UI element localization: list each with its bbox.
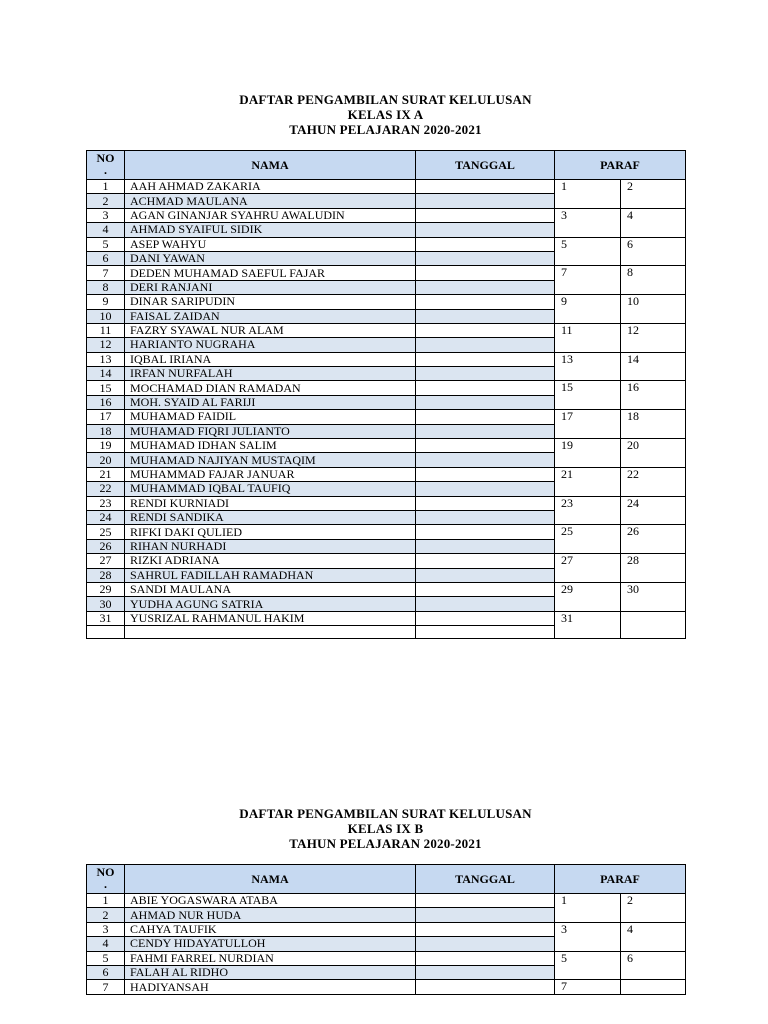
section-titles	[86, 92, 685, 137]
paraf-odd-cell: 17	[555, 410, 621, 439]
tanggal-cell	[416, 980, 555, 994]
tanggal-cell	[416, 908, 555, 922]
roster-section-ix-b	[86, 806, 685, 995]
tanggal-cell	[416, 223, 555, 237]
student-name: FAHMI FARREL NURDIAN	[125, 951, 416, 965]
row-number: 2	[87, 908, 125, 922]
paraf-even-cell: 4	[621, 922, 686, 951]
row-number: 1	[87, 180, 125, 194]
table-row	[87, 894, 686, 908]
paraf-odd-cell: 9	[555, 295, 621, 324]
section-titles	[86, 806, 685, 851]
table-row	[87, 180, 686, 194]
tanggal-cell	[416, 266, 555, 280]
paraf-odd-cell: 27	[555, 554, 621, 583]
table-row	[87, 582, 686, 596]
tanggal-cell	[416, 453, 555, 467]
table-row	[87, 381, 686, 395]
row-number: 9	[87, 295, 125, 309]
student-name: MUHAMAD FAIDIL	[125, 410, 416, 424]
student-name: CAHYA TAUFIK	[125, 922, 416, 936]
row-number: 20	[87, 453, 125, 467]
row-number: 31	[87, 611, 125, 625]
paraf-even-cell: 8	[621, 266, 686, 295]
row-number: 28	[87, 568, 125, 582]
row-number: 13	[87, 352, 125, 366]
student-name: MUHAMMAD FAJAR JANUAR	[125, 467, 416, 481]
paraf-even-cell: 18	[621, 410, 686, 439]
tanggal-cell	[416, 439, 555, 453]
header-tanggal: TANGGAL	[416, 151, 555, 180]
paraf-odd-cell: 25	[555, 525, 621, 554]
paraf-even-cell: 6	[621, 951, 686, 980]
student-name: MUHAMMAD IQBAL TAUFIQ	[125, 482, 416, 496]
tanggal-cell	[416, 295, 555, 309]
tanggal-cell	[416, 525, 555, 539]
header-tanggal: TANGGAL	[416, 865, 555, 894]
row-number: 19	[87, 439, 125, 453]
row-number: 27	[87, 554, 125, 568]
paraf-odd-cell: 23	[555, 496, 621, 525]
student-name: ASEP WAHYU	[125, 237, 416, 251]
document-title: DAFTAR PENGAMBILAN SURAT KELULUSAN	[239, 92, 532, 107]
class-title: KELAS IX A	[347, 107, 424, 122]
table-row	[87, 352, 686, 366]
header-no: NO .	[87, 865, 125, 894]
paraf-even-cell	[621, 980, 686, 994]
tanggal-cell	[416, 424, 555, 438]
student-name: IQBAL IRIANA	[125, 352, 416, 366]
header-nama: NAMA	[125, 151, 416, 180]
student-name: FAZRY SYAWAL NUR ALAM	[125, 323, 416, 337]
row-number: 6	[87, 251, 125, 265]
row-number	[87, 626, 125, 639]
paraf-odd-cell: 7	[555, 980, 621, 994]
tanggal-cell	[416, 922, 555, 936]
tanggal-cell	[416, 338, 555, 352]
school-year-title: TAHUN PELAJARAN 2020-2021	[289, 836, 482, 851]
header-paraf: PARAF	[555, 151, 686, 180]
row-number: 17	[87, 410, 125, 424]
tanggal-cell	[416, 539, 555, 553]
student-name: MUHAMAD FIQRI JULIANTO	[125, 424, 416, 438]
tanggal-cell	[416, 554, 555, 568]
table-row	[87, 208, 686, 222]
student-name: RENDI KURNIADI	[125, 496, 416, 510]
student-name: RIZKI ADRIANA	[125, 554, 416, 568]
roster-table	[86, 864, 686, 995]
row-number: 10	[87, 309, 125, 323]
student-name: IRFAN NURFALAH	[125, 367, 416, 381]
paraf-even-cell: 22	[621, 467, 686, 496]
row-number: 11	[87, 323, 125, 337]
table-row	[87, 295, 686, 309]
tanggal-cell	[416, 951, 555, 965]
paraf-odd-cell: 15	[555, 381, 621, 410]
row-number: 21	[87, 467, 125, 481]
paraf-even-cell: 30	[621, 582, 686, 611]
row-number: 23	[87, 496, 125, 510]
tanggal-cell	[416, 482, 555, 496]
paraf-even-cell: 2	[621, 180, 686, 209]
tanggal-cell	[416, 894, 555, 908]
tanggal-cell	[416, 965, 555, 979]
paraf-odd-cell: 11	[555, 323, 621, 352]
student-name: FAISAL ZAIDAN	[125, 309, 416, 323]
row-number: 5	[87, 951, 125, 965]
header-paraf: PARAF	[555, 865, 686, 894]
tanggal-cell	[416, 280, 555, 294]
paraf-even-cell	[621, 611, 686, 638]
row-number: 1	[87, 894, 125, 908]
header-no: NO .	[87, 151, 125, 180]
paraf-odd-cell: 1	[555, 180, 621, 209]
tanggal-cell	[416, 597, 555, 611]
tanggal-cell	[416, 352, 555, 366]
roster-body	[87, 865, 686, 995]
row-number: 24	[87, 510, 125, 524]
table-header-row	[87, 865, 686, 894]
row-number: 2	[87, 194, 125, 208]
header-nama: NAMA	[125, 865, 416, 894]
tanggal-cell	[416, 309, 555, 323]
student-name: MOH. SYAID AL FARIJI	[125, 395, 416, 409]
row-number: 12	[87, 338, 125, 352]
row-number: 4	[87, 223, 125, 237]
student-name: DERI RANJANI	[125, 280, 416, 294]
tanggal-cell	[416, 611, 555, 625]
table-row	[87, 467, 686, 481]
class-title: KELAS IX B	[347, 821, 424, 836]
student-name: FALAH AL RIDHO	[125, 965, 416, 979]
row-number: 7	[87, 266, 125, 280]
table-row	[87, 980, 686, 994]
table-row	[87, 323, 686, 337]
tanggal-cell	[416, 367, 555, 381]
student-name: YUDHA AGUNG SATRIA	[125, 597, 416, 611]
paraf-odd-cell: 3	[555, 208, 621, 237]
paraf-even-cell: 16	[621, 381, 686, 410]
tanggal-cell	[416, 410, 555, 424]
student-name: DEDEN MUHAMAD SAEFUL FAJAR	[125, 266, 416, 280]
tanggal-cell	[416, 194, 555, 208]
row-number: 26	[87, 539, 125, 553]
student-name: YUSRIZAL RAHMANUL HAKIM	[125, 611, 416, 625]
tanggal-cell	[416, 626, 555, 639]
paraf-even-cell: 2	[621, 894, 686, 923]
tanggal-cell	[416, 467, 555, 481]
paraf-even-cell: 10	[621, 295, 686, 324]
table-row	[87, 237, 686, 251]
row-number: 3	[87, 208, 125, 222]
table-row	[87, 266, 686, 280]
student-name: RIFKI DAKI QULIED	[125, 525, 416, 539]
student-name: AAH AHMAD ZAKARIA	[125, 180, 416, 194]
table-header-row	[87, 151, 686, 180]
paraf-odd-cell: 5	[555, 237, 621, 266]
paraf-odd-cell: 21	[555, 467, 621, 496]
student-name: ACHMAD MAULANA	[125, 194, 416, 208]
row-number: 14	[87, 367, 125, 381]
paraf-odd-cell: 31	[555, 611, 621, 638]
roster-body	[87, 151, 686, 639]
table-row	[87, 554, 686, 568]
row-number: 7	[87, 980, 125, 994]
paraf-even-cell: 12	[621, 323, 686, 352]
table-row	[87, 611, 686, 625]
paraf-even-cell: 28	[621, 554, 686, 583]
tanggal-cell	[416, 582, 555, 596]
table-row	[87, 525, 686, 539]
table-row	[87, 410, 686, 424]
paraf-odd-cell: 13	[555, 352, 621, 381]
student-name: MOCHAMAD DIAN RAMADAN	[125, 381, 416, 395]
tanggal-cell	[416, 180, 555, 194]
table-row	[87, 951, 686, 965]
paraf-odd-cell: 7	[555, 266, 621, 295]
tanggal-cell	[416, 496, 555, 510]
student-name: AHMAD SYAIFUL SIDIK	[125, 223, 416, 237]
student-name: DINAR SARIPUDIN	[125, 295, 416, 309]
paraf-even-cell: 24	[621, 496, 686, 525]
student-name: AHMAD NUR HUDA	[125, 908, 416, 922]
document-title: DAFTAR PENGAMBILAN SURAT KELULUSAN	[239, 806, 532, 821]
row-number: 5	[87, 237, 125, 251]
row-number: 22	[87, 482, 125, 496]
tanggal-cell	[416, 381, 555, 395]
row-number: 6	[87, 965, 125, 979]
row-number: 8	[87, 280, 125, 294]
row-number: 4	[87, 937, 125, 951]
student-name: HADIYANSAH	[125, 980, 416, 994]
student-name: MUHAMAD IDHAN SALIM	[125, 439, 416, 453]
table-row	[87, 496, 686, 510]
row-number: 16	[87, 395, 125, 409]
row-number: 3	[87, 922, 125, 936]
paraf-even-cell: 4	[621, 208, 686, 237]
paraf-odd-cell: 19	[555, 439, 621, 468]
tanggal-cell	[416, 937, 555, 951]
student-name: RIHAN NURHADI	[125, 539, 416, 553]
paraf-even-cell: 20	[621, 439, 686, 468]
student-name	[125, 626, 416, 639]
row-number: 18	[87, 424, 125, 438]
student-name: ABIE YOGASWARA ATABA	[125, 894, 416, 908]
paraf-even-cell: 14	[621, 352, 686, 381]
tanggal-cell	[416, 395, 555, 409]
student-name: SAHRUL FADILLAH RAMADHAN	[125, 568, 416, 582]
paraf-odd-cell: 1	[555, 894, 621, 923]
row-number: 15	[87, 381, 125, 395]
roster-section-ix-a	[86, 92, 685, 639]
student-name: RENDI SANDIKA	[125, 510, 416, 524]
tanggal-cell	[416, 510, 555, 524]
tanggal-cell	[416, 568, 555, 582]
row-number: 29	[87, 582, 125, 596]
paraf-even-cell: 26	[621, 525, 686, 554]
paraf-odd-cell: 3	[555, 922, 621, 951]
table-row	[87, 922, 686, 936]
paraf-odd-cell: 5	[555, 951, 621, 980]
student-name: MUHAMAD NAJIYAN MUSTAQIM	[125, 453, 416, 467]
student-name: DANI YAWAN	[125, 251, 416, 265]
student-name: SANDI MAULANA	[125, 582, 416, 596]
tanggal-cell	[416, 323, 555, 337]
student-name: AGAN GINANJAR SYAHRU AWALUDIN	[125, 208, 416, 222]
tanggal-cell	[416, 251, 555, 265]
student-name: CENDY HIDAYATULLOH	[125, 937, 416, 951]
roster-table	[86, 150, 686, 639]
tanggal-cell	[416, 208, 555, 222]
tanggal-cell	[416, 237, 555, 251]
paraf-odd-cell: 29	[555, 582, 621, 611]
table-row	[87, 439, 686, 453]
row-number: 25	[87, 525, 125, 539]
student-name: HARIANTO NUGRAHA	[125, 338, 416, 352]
school-year-title: TAHUN PELAJARAN 2020-2021	[289, 122, 482, 137]
row-number: 30	[87, 597, 125, 611]
paraf-even-cell: 6	[621, 237, 686, 266]
